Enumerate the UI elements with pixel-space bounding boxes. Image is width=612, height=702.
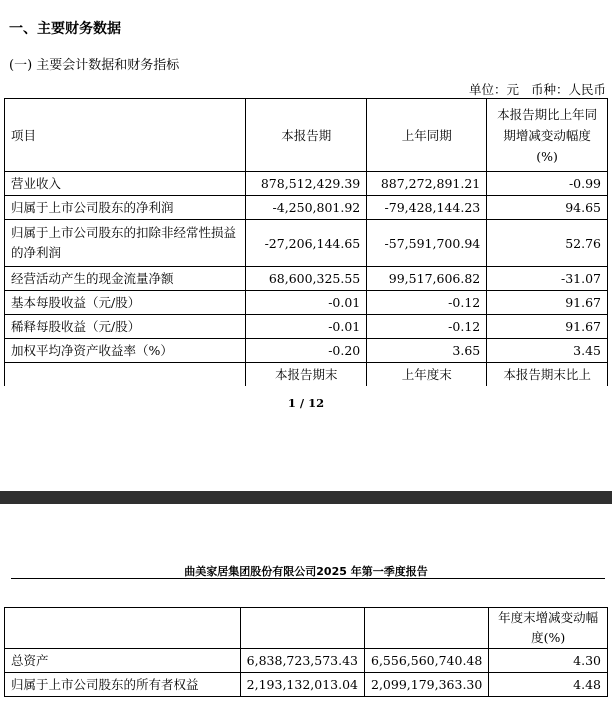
page-number: 1 / 12 <box>287 396 325 410</box>
row-label: 归属于上市公司股东的所有者权益 <box>5 673 241 697</box>
header-change-pct: 本报告期比上年同期增减变动幅度(%) <box>487 99 608 172</box>
header-item: 项目 <box>5 99 246 172</box>
cell-change: 4.30 <box>489 649 608 673</box>
row-label: 加权平均净资产收益率（%） <box>5 339 246 363</box>
cell-prior: 99,517,606.82 <box>367 267 487 291</box>
financial-data-table <box>4 98 608 386</box>
cell-prior: 3.65 <box>367 339 487 363</box>
table-row <box>5 267 608 291</box>
cell-current: 2,193,132,013.04 <box>240 673 364 697</box>
cell-prior: -0.12 <box>367 315 487 339</box>
header-change-pct: 年度末增减变动幅度(%) <box>489 608 608 649</box>
row-label: 经营活动产生的现金流量净额 <box>5 267 246 291</box>
row-label: 营业收入 <box>5 172 246 196</box>
cell-current: 878,512,429.39 <box>246 172 367 196</box>
header2-change: 本报告期末比上 <box>487 363 608 387</box>
row-label: 基本每股收益（元/股） <box>5 291 246 315</box>
header-current-period: 本报告期 <box>246 99 367 172</box>
cell-current: -0.01 <box>246 315 367 339</box>
cell-current: -27,206,144.65 <box>246 220 367 267</box>
cell-change: 91.67 <box>487 315 608 339</box>
cell-prior: 2,099,179,363.30 <box>365 673 489 697</box>
table-row <box>5 291 608 315</box>
running-header: 曲美家居集团股份有限公司2025 年第一季度报告 <box>184 565 428 578</box>
row-label: 总资产 <box>5 649 241 673</box>
table-header-row <box>5 99 608 172</box>
cell-change: 91.67 <box>487 291 608 315</box>
header-prior-period: 上年同期 <box>367 99 487 172</box>
period-end-header-row <box>5 363 608 387</box>
header-rule <box>11 578 605 579</box>
table-row <box>5 196 608 220</box>
cell-prior: 887,272,891.21 <box>367 172 487 196</box>
table-row <box>5 673 608 697</box>
section-title: 一、主要财务数据 <box>9 21 121 37</box>
table-row <box>5 339 608 363</box>
cell-change: 4.48 <box>489 673 608 697</box>
cell-change: 52.76 <box>487 220 608 267</box>
row-label: 归属于上市公司股东的净利润 <box>5 196 246 220</box>
table-header-row <box>5 608 608 649</box>
balance-data-table <box>4 607 608 697</box>
cell-prior: -57,591,700.94 <box>367 220 487 267</box>
cell-current: 6,838,723,573.43 <box>240 649 364 673</box>
table-row <box>5 315 608 339</box>
subsection-title: (一) 主要会计数据和财务指标 <box>9 58 180 73</box>
cell-current: -4,250,801.92 <box>246 196 367 220</box>
cell-change: 3.45 <box>487 339 608 363</box>
table-row <box>5 649 608 673</box>
cell-prior: -0.12 <box>367 291 487 315</box>
cell-change: -0.99 <box>487 172 608 196</box>
cell-prior: -79,428,144.23 <box>367 196 487 220</box>
table-row <box>5 220 608 267</box>
cell-change: 94.65 <box>487 196 608 220</box>
header-item <box>5 608 241 649</box>
cell-change: -31.07 <box>487 267 608 291</box>
unit-line: 单位：元 币种：人民币 <box>469 82 606 97</box>
header2-item <box>5 363 246 387</box>
cell-current: 68,600,325.55 <box>246 267 367 291</box>
header-prior <box>365 608 489 649</box>
header2-period-end: 本报告期末 <box>246 363 367 387</box>
row-label: 稀释每股收益（元/股） <box>5 315 246 339</box>
cell-current: -0.01 <box>246 291 367 315</box>
cell-prior: 6,556,560,740.48 <box>365 649 489 673</box>
header-current <box>240 608 364 649</box>
row-label: 归属于上市公司股东的扣除非经常性损益的净利润 <box>5 220 246 267</box>
cell-current: -0.20 <box>246 339 367 363</box>
page-separator <box>0 491 612 504</box>
header2-prior-year-end: 上年度末 <box>367 363 487 387</box>
table-row <box>5 172 608 196</box>
